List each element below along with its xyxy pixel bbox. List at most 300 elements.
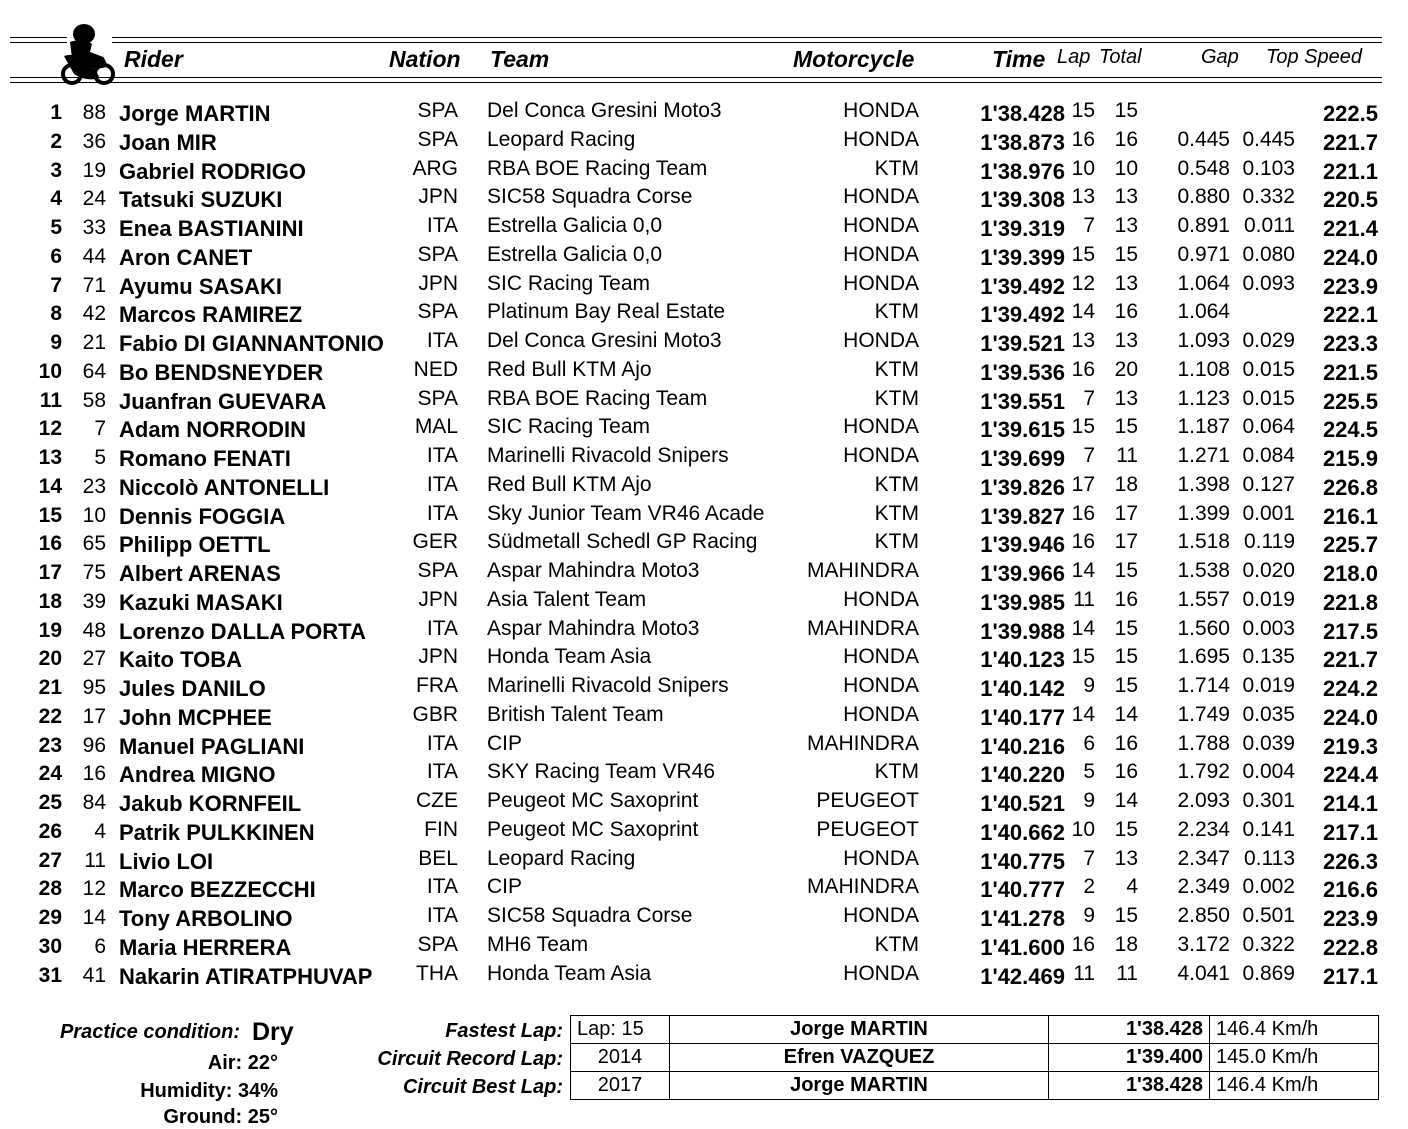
rider-team: MH6 Team [487,932,589,956]
rider-motorcycle: MAHINDRA [806,875,919,899]
rider-team: Leopard Racing [487,846,636,870]
rider-name: Fabio DI GIANNANTONIO [119,331,384,356]
best-lap-number: 9 [1083,789,1095,812]
rider-motorcycle: HONDA [843,444,919,467]
table-row [0,185,1408,213]
top-speed: 222.5 [1322,101,1378,126]
rider-nation: SPA [417,559,458,582]
rider-number: 58 [82,388,106,412]
table-row [0,387,1408,415]
rider-name: Andrea MIGNO [119,762,276,788]
total-laps: 18 [1114,932,1138,956]
table-row [0,157,1408,185]
rider-team: Peugeot MC Saxoprint [487,789,699,812]
header-gap: Gap [1201,46,1239,68]
total-laps: 15 [1114,817,1138,841]
circuit-record-speed: 145.0 Km/h [1210,1044,1379,1072]
rider-motorcycle: KTM [874,501,919,525]
fastest-lap-info: Lap: 15 [571,1016,670,1044]
rider-nation: JPN [418,271,458,295]
best-lap-time: 1'41.278 [980,906,1065,931]
circuit-best-speed: 146.4 Km/h [1210,1072,1379,1100]
rider-position: 6 [50,244,62,268]
table-row [0,645,1408,673]
table-row [0,818,1408,846]
rider-number: 36 [82,129,106,153]
rider-team: SIC58 Squadra Corse [487,904,693,927]
gap-to-first: 1.560 [1177,616,1230,640]
rider-name: Bo BENDSNEYDER [119,359,324,385]
top-speed: 225.7 [1322,532,1378,558]
top-speed: 221.8 [1322,589,1378,615]
top-speed: 223.9 [1322,906,1378,931]
rider-nation: ITA [426,875,458,899]
rider-number: 7 [94,417,106,441]
total-laps: 13 [1114,329,1138,352]
rider-position: 26 [38,819,62,843]
rider-position: 15 [38,503,62,527]
rider-position: 31 [38,963,62,987]
best-lap-number: 16 [1071,357,1095,381]
rider-name: John MCPHEE [119,704,272,730]
table-row [0,933,1408,961]
rider-motorcycle: HONDA [843,127,919,151]
rider-team: Honda Team Asia [487,961,652,985]
rider-number: 39 [82,589,106,613]
total-laps: 13 [1114,386,1138,410]
rider-name: Juanfran GUEVARA [119,388,327,414]
rider-team: British Talent Team [487,702,664,726]
practice-condition-value: Dry [252,1018,294,1046]
gap-to-first: 1.518 [1177,530,1230,554]
top-speed: 224.5 [1322,417,1378,443]
header-time: Time [992,46,1046,72]
table-row [0,588,1408,616]
rider-name: Ayumu SASAKI [119,273,282,299]
gap-to-first: 1.557 [1177,587,1230,611]
total-laps: 15 [1114,99,1138,122]
circuit-record-year: 2014 [571,1044,670,1072]
total-laps: 15 [1114,904,1138,927]
best-lap-time: 1'39.985 [980,589,1065,615]
rider-name: Marcos RAMIREZ [119,302,303,328]
best-lap-time: 1'38.976 [980,158,1065,184]
total-laps: 15 [1114,242,1138,266]
best-lap-time: 1'39.615 [980,417,1065,443]
rider-team: Sky Junior Team VR46 Acade [487,501,765,525]
rider-number: 14 [82,906,106,929]
best-lap-time: 1'38.873 [980,129,1065,155]
rider-number: 12 [82,877,106,901]
rider-motorcycle: HONDA [843,904,919,927]
gap-to-previous: 0.004 [1242,760,1295,784]
rider-position: 18 [38,589,62,613]
rider-name: Philipp OETTL [119,532,271,558]
rider-position: 5 [50,216,62,239]
top-speed: 226.8 [1322,474,1378,500]
table-row [0,99,1408,127]
rider-team: SKY Racing Team VR46 [487,760,716,784]
table-row [0,530,1408,558]
best-lap-time: 1'39.699 [980,446,1065,471]
best-lap-number: 16 [1071,127,1095,151]
gap-to-first: 1.538 [1177,559,1230,582]
gap-to-first: 1.749 [1177,702,1230,726]
gap-to-first: 2.850 [1177,904,1230,927]
rider-number: 84 [82,791,106,814]
best-lap-time: 1'39.551 [980,388,1065,414]
rider-name: Patrik PULKKINEN [119,819,315,845]
rider-number: 5 [94,446,106,469]
gap-to-previous: 0.103 [1242,156,1295,180]
gap-to-previous: 0.035 [1242,702,1295,726]
best-lap-time: 1'39.536 [980,359,1065,385]
gap-to-previous: 0.084 [1242,444,1295,467]
gap-to-previous: 0.020 [1242,559,1295,582]
rider-position: 27 [38,848,62,872]
best-lap-number: 7 [1083,386,1095,410]
rider-nation: ITA [426,904,458,927]
top-speed: 218.0 [1322,561,1378,586]
rider-number: 88 [82,101,106,124]
header-nation: Nation [389,46,461,72]
circuit-best-lap-label: Circuit Best Lap: [402,1076,563,1098]
gap-to-previous: 0.019 [1242,674,1295,697]
rider-position: 7 [50,273,62,297]
best-lap-time: 1'39.988 [980,618,1065,644]
gap-to-previous: 0.015 [1242,357,1295,381]
rider-name: Tony ARBOLINO [119,906,293,931]
rider-name: Joan MIR [119,129,217,155]
rider-team: Peugeot MC Saxoprint [487,817,699,841]
gap-to-first: 1.788 [1177,731,1230,755]
total-laps: 15 [1114,674,1138,697]
top-speed: 217.1 [1322,963,1378,989]
rider-name: Albert ARENAS [119,561,281,586]
gap-to-previous: 0.127 [1242,472,1295,496]
gap-to-first: 1.695 [1177,645,1230,669]
gap-to-first: 0.445 [1177,127,1230,151]
best-lap-time: 1'39.399 [980,244,1065,270]
total-laps: 14 [1114,789,1138,812]
rider-motorcycle: KTM [874,357,919,381]
rider-position: 30 [38,934,62,958]
rider-name: Jorge MARTIN [119,101,271,126]
total-laps: 16 [1114,760,1138,784]
best-lap-number: 13 [1071,185,1095,209]
total-laps: 16 [1114,587,1138,611]
rider-position: 20 [38,647,62,671]
rider-team: Estrella Galicia 0,0 [487,242,663,266]
circuit-best-rider: Jorge MARTIN [670,1072,1049,1100]
top-speed: 216.6 [1322,877,1378,903]
rider-motorcycle: HONDA [843,645,919,669]
gap-to-previous: 0.002 [1242,875,1295,899]
header-lap: Lap [1057,46,1091,68]
rider-name: Livio LOI [119,848,214,874]
table-row [0,847,1408,875]
gap-to-first: 1.714 [1177,674,1230,697]
rider-team: SIC58 Squadra Corse [487,185,693,209]
table-row [0,358,1408,386]
gap-to-first: 2.234 [1177,817,1230,841]
rider-nation: JPN [418,587,458,611]
rider-position: 28 [38,877,62,901]
gap-to-previous: 0.501 [1242,904,1295,927]
best-lap-time: 1'39.319 [980,216,1065,241]
total-laps: 15 [1114,645,1138,669]
top-speed: 217.1 [1322,819,1378,845]
rider-position: 11 [39,388,62,412]
best-lap-time: 1'40.777 [980,877,1065,903]
rider-position: 16 [38,532,62,556]
rider-motorcycle: HONDA [843,961,919,985]
gap-to-first: 2.347 [1177,846,1230,870]
table-row [0,473,1408,501]
gap-to-previous: 0.039 [1242,731,1295,755]
rider-team: Marinelli Rivacold Snipers [487,444,729,467]
total-laps: 13 [1114,185,1138,209]
top-speed: 215.9 [1322,446,1378,471]
rider-nation: FIN [424,817,458,841]
circuit-best-lap-row [571,1072,1379,1100]
gap-to-previous: 0.019 [1242,587,1295,611]
rider-number: 48 [82,618,106,642]
top-speed: 223.3 [1322,331,1378,356]
gap-to-previous: 0.015 [1242,386,1295,410]
best-lap-number: 13 [1071,329,1095,352]
gap-to-first: 1.064 [1177,271,1230,295]
best-lap-number: 9 [1083,674,1095,697]
top-speed: 219.3 [1322,733,1378,759]
top-speed: 214.1 [1322,791,1378,816]
rider-position: 24 [38,762,62,786]
rider-motorcycle: HONDA [843,587,919,611]
rider-position: 23 [38,733,62,757]
gap-to-previous: 0.869 [1242,961,1295,985]
total-laps: 17 [1114,530,1138,554]
gap-to-previous: 0.141 [1242,817,1295,841]
rider-number: 24 [82,187,106,211]
circuit-record-lap-row [571,1044,1379,1072]
fastest-lap-label: Fastest Lap: [445,1020,563,1042]
top-speed: 225.5 [1322,388,1378,414]
gap-to-first: 1.064 [1177,300,1230,324]
rider-nation: ITA [426,760,458,784]
rider-team: Red Bull KTM Ajo [487,472,652,496]
top-speed: 221.1 [1322,158,1378,184]
rider-position: 4 [50,187,62,211]
best-lap-number: 16 [1071,932,1095,956]
fastest-lap-row [571,1016,1379,1044]
total-laps: 18 [1114,472,1138,496]
top-speed: 222.8 [1322,934,1378,960]
gap-to-first: 0.971 [1177,242,1230,266]
gap-to-first: 1.271 [1177,444,1230,467]
rider-nation: MAL [414,415,458,439]
total-laps: 14 [1114,702,1138,726]
rider-number: 42 [82,302,106,326]
gap-to-first: 0.891 [1177,214,1230,237]
best-lap-number: 9 [1083,904,1095,927]
rider-motorcycle: KTM [874,472,919,496]
rider-motorcycle: KTM [874,386,919,410]
rider-position: 21 [38,676,62,699]
best-lap-number: 16 [1071,530,1095,554]
total-laps: 16 [1114,731,1138,755]
table-row [0,674,1408,702]
best-lap-time: 1'39.521 [980,331,1065,356]
rider-nation: ITA [426,214,458,237]
rider-position: 29 [38,906,62,929]
rider-nation: ITA [426,731,458,755]
rider-motorcycle: KTM [874,932,919,956]
top-speed: 224.2 [1322,676,1378,701]
rider-team: CIP [487,731,523,755]
top-speed: 223.9 [1322,273,1378,299]
best-lap-number: 15 [1071,242,1095,266]
rider-motorcycle: KTM [874,530,919,554]
top-speed: 224.4 [1322,762,1378,788]
gap-to-previous: 0.080 [1242,242,1295,266]
gap-to-previous: 0.093 [1242,271,1295,295]
rider-nation: BEL [418,846,458,870]
rider-team: Aspar Mahindra Moto3 [487,559,700,582]
rider-motorcycle: KTM [874,760,919,784]
rider-motorcycle: PEUGEOT [816,789,919,812]
top-speed: 221.5 [1322,359,1378,385]
best-lap-time: 1'42.469 [980,963,1065,989]
best-lap-number: 11 [1073,961,1095,985]
rider-motorcycle: MAHINDRA [806,559,919,582]
best-lap-time: 1'39.946 [980,532,1065,558]
rider-team: Aspar Mahindra Moto3 [487,616,700,640]
top-speed: 224.0 [1322,704,1378,730]
total-laps: 11 [1116,444,1138,467]
total-laps: 10 [1114,156,1138,180]
rider-motorcycle: HONDA [843,329,919,352]
rider-team: Honda Team Asia [487,645,652,669]
rider-nation: FRA [416,674,458,697]
rider-team: RBA BOE Racing Team [487,386,708,410]
rider-nation: SPA [417,386,458,410]
rider-name: Romano FENATI [119,446,291,471]
best-lap-number: 15 [1071,415,1095,439]
best-lap-number: 15 [1071,99,1095,122]
table-row [0,272,1408,300]
records-table [570,1015,1379,1100]
rider-number: 6 [94,934,106,958]
rider-number: 27 [82,647,106,671]
rider-name: Manuel PAGLIANI [119,733,305,759]
total-laps: 16 [1114,127,1138,151]
rider-nation: ITA [426,501,458,525]
gap-to-previous: 0.029 [1242,329,1295,352]
table-row [0,789,1408,817]
rider-number: 11 [84,848,106,872]
rider-number: 10 [82,503,106,527]
table-row [0,300,1408,328]
table-row [0,444,1408,472]
rider-position: 17 [38,561,62,584]
best-lap-time: 1'40.123 [980,647,1065,673]
rider-motorcycle: HONDA [843,242,919,266]
table-row [0,502,1408,530]
total-laps: 15 [1114,616,1138,640]
humidity: Humidity: 34% [140,1080,278,1102]
ground-temperature: Ground: 25° [163,1106,278,1128]
rider-nation: GBR [412,702,458,726]
best-lap-number: 14 [1071,702,1095,726]
table-row [0,559,1408,587]
rider-nation: SPA [417,127,458,151]
gap-to-previous: 0.445 [1242,127,1295,151]
rider-nation: CZE [416,789,458,812]
rider-position: 14 [38,474,62,498]
fastest-lap-time: 1'38.428 [1049,1016,1210,1044]
rider-team: Del Conca Gresini Moto3 [487,329,722,352]
motorcycle-rider-icon [56,22,118,86]
rider-nation: JPN [418,185,458,209]
table-row [0,703,1408,731]
best-lap-number: 7 [1083,444,1095,467]
rider-motorcycle: HONDA [843,185,919,209]
total-laps: 20 [1114,357,1138,381]
rider-nation: ITA [426,329,458,352]
rider-motorcycle: HONDA [843,415,919,439]
table-row [0,415,1408,443]
gap-to-first: 0.548 [1177,156,1230,180]
header-team: Team [490,46,550,72]
rider-position: 10 [38,359,62,383]
gap-to-first: 2.093 [1177,789,1230,812]
gap-to-first: 1.093 [1177,329,1230,352]
best-lap-number: 6 [1083,731,1095,755]
best-lap-time: 1'39.492 [980,273,1065,299]
rider-name: Jakub KORNFEIL [119,791,302,816]
rider-position: 13 [38,446,62,469]
best-lap-number: 2 [1083,875,1095,899]
best-lap-number: 15 [1071,645,1095,669]
gap-to-first: 1.792 [1177,760,1230,784]
gap-to-previous: 0.301 [1242,789,1295,812]
rider-name: Lorenzo DALLA PORTA [119,618,366,644]
table-row [0,732,1408,760]
rider-position: 2 [50,129,62,153]
rider-motorcycle: HONDA [843,214,919,237]
top-speed: 216.1 [1322,503,1378,529]
rider-number: 64 [82,359,106,383]
table-row [0,329,1408,357]
total-laps: 13 [1114,271,1138,295]
rider-nation: JPN [418,645,458,669]
rider-team: Marinelli Rivacold Snipers [487,674,729,697]
gap-to-first: 0.880 [1177,185,1230,209]
rider-number: 75 [82,561,106,584]
rider-name: Gabriel RODRIGO [119,158,307,184]
rider-number: 44 [82,244,106,268]
circuit-record-rider: Efren VAZQUEZ [670,1044,1049,1072]
circuit-best-time: 1'38.428 [1049,1072,1210,1100]
fastest-lap-speed: 146.4 Km/h [1210,1016,1379,1044]
rider-name: Kazuki MASAKI [119,589,283,615]
best-lap-time: 1'39.826 [980,474,1065,500]
best-lap-time: 1'40.662 [980,819,1065,845]
rider-nation: ARG [412,156,458,180]
best-lap-time: 1'40.177 [980,704,1065,730]
header-rule-top-4 [112,42,1382,43]
total-laps: 17 [1114,501,1138,525]
